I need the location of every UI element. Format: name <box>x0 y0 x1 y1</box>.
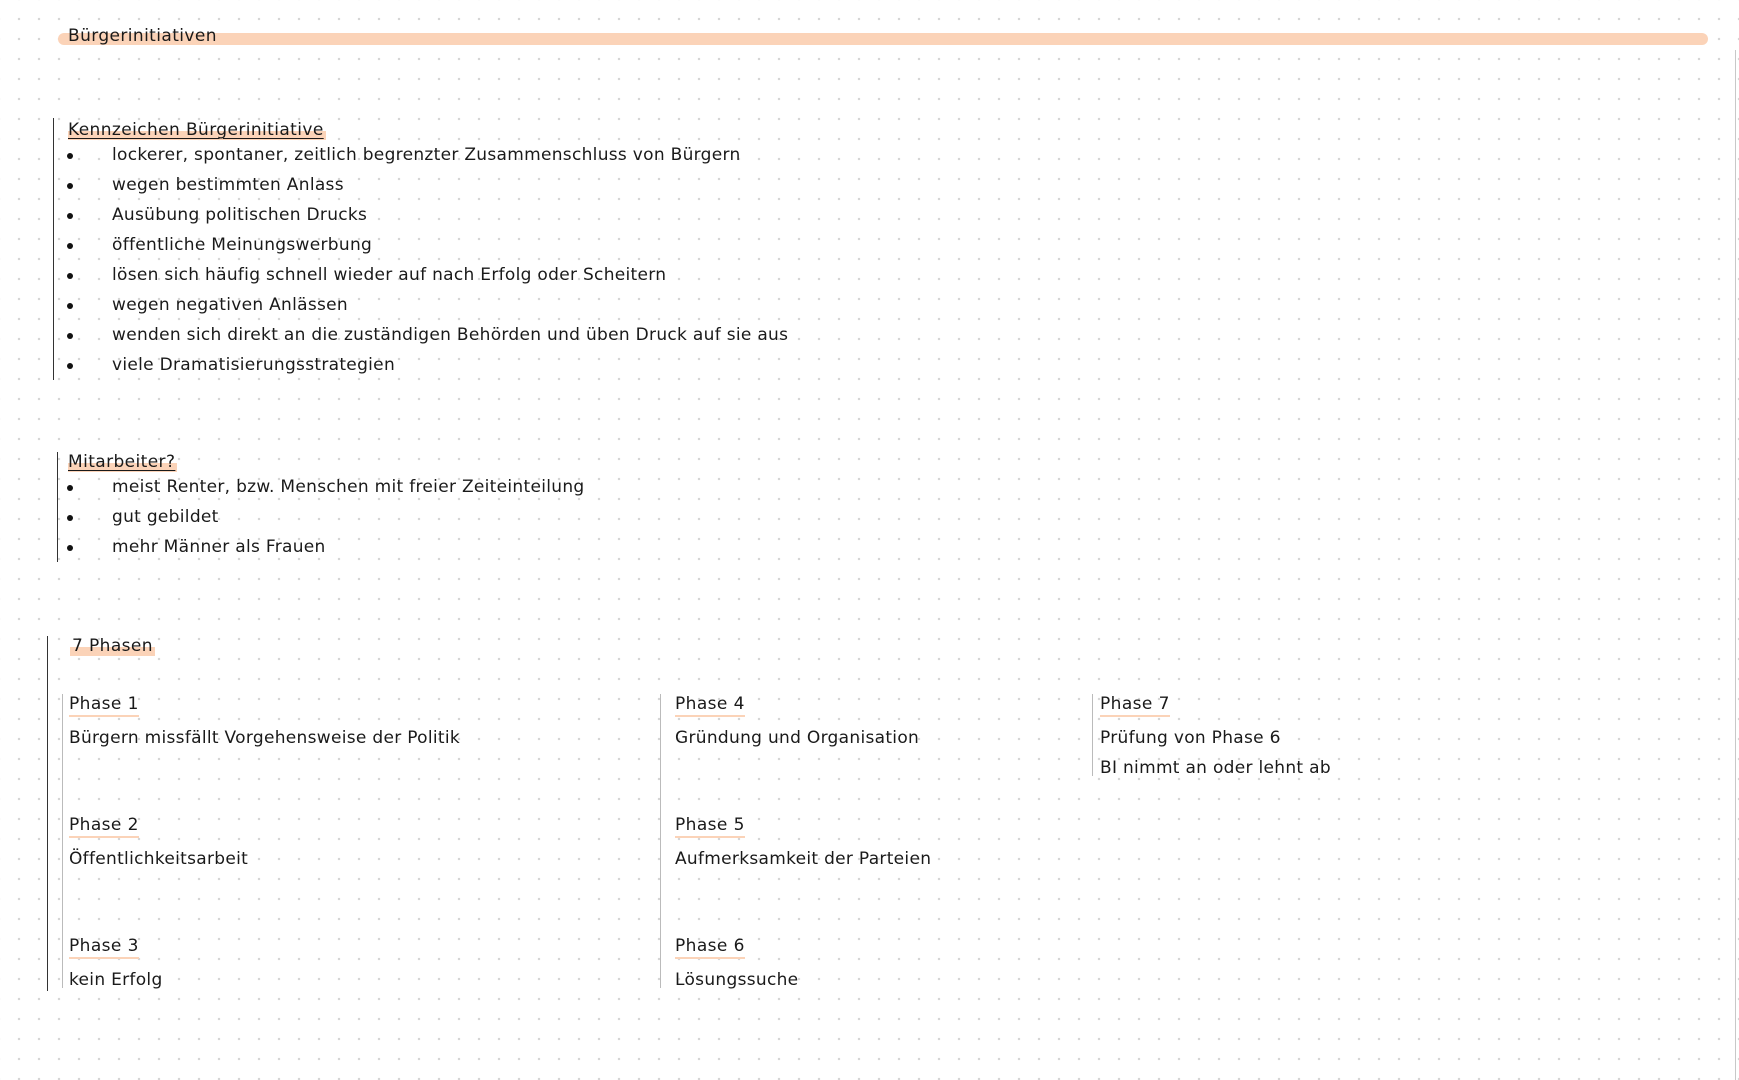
phase-text: Aufmerksamkeit der Parteien <box>675 849 932 869</box>
phasen-heading: 7 Phasen <box>72 636 153 656</box>
phase-text: Gründung und Organisation <box>675 728 920 748</box>
list-item: lösen sich häufig schnell wieder auf nach Erfolg oder Scheitern <box>68 260 848 290</box>
phase-2 <box>69 815 248 874</box>
phase-title: Phase 3 <box>69 936 139 959</box>
section-kennzeichen <box>53 118 848 380</box>
phase-3 <box>69 936 163 995</box>
mitarbeiter-list <box>68 472 688 562</box>
bullet-icon <box>67 303 73 309</box>
mitarbeiter-heading: Mitarbeiter? <box>68 452 176 472</box>
phase-title: Phase 5 <box>675 815 745 838</box>
list-item: öffentliche Meinungswerbung <box>68 230 848 260</box>
list-item: gut gebildet <box>68 502 688 532</box>
title-highlight <box>58 33 1708 45</box>
phase-text: kein Erfolg <box>69 970 163 990</box>
bullet-icon <box>67 243 73 249</box>
bullet-icon <box>67 485 73 491</box>
bullet-icon <box>67 363 73 369</box>
bullet-icon <box>67 333 73 339</box>
bullet-icon <box>67 273 73 279</box>
phase-1 <box>69 694 460 753</box>
phase-title: Phase 1 <box>69 694 139 717</box>
list-item: viele Dramatisierungsstrategien <box>68 350 848 380</box>
phase-6 <box>675 936 798 995</box>
bullet-icon <box>67 183 73 189</box>
list-item: mehr Männer als Frauen <box>68 532 688 562</box>
bullet-icon <box>67 153 73 159</box>
kennzeichen-list <box>68 140 848 380</box>
phase-text: Lösungssuche <box>675 970 799 990</box>
phase-7 <box>1100 694 1331 783</box>
phase-text: Prüfung von Phase 6 <box>1100 728 1281 748</box>
phase-title: Phase 7 <box>1100 694 1170 717</box>
phase-column-1 <box>62 694 461 990</box>
bullet-icon <box>67 515 73 521</box>
bullet-icon <box>67 213 73 219</box>
list-item: wegen bestimmten Anlass <box>68 170 848 200</box>
phase-5 <box>675 815 931 874</box>
list-item: Ausübung politischen Drucks <box>68 200 848 230</box>
phase-column-3 <box>1092 694 1331 778</box>
bullet-icon <box>67 545 73 551</box>
list-item: lockerer, spontaner, zeitlich begrenzter Zusammenschluss von Bürgern <box>68 140 848 170</box>
phase-text: Öffentlichkeitsarbeit <box>69 849 249 869</box>
phase-title: Phase 6 <box>675 936 745 959</box>
phase-title: Phase 4 <box>675 694 745 717</box>
phase-title: Phase 2 <box>69 815 139 838</box>
page-title: Bürgerinitiativen <box>68 26 217 46</box>
phase-4 <box>675 694 919 753</box>
section-mitarbeiter <box>57 452 688 562</box>
phase-text: BI nimmt an oder lehnt ab <box>1100 758 1331 778</box>
phase-column-2 <box>660 694 932 990</box>
list-item: meist Renter, bzw. Menschen mit freier Zeiteinteilung <box>68 472 688 502</box>
page-edge <box>1735 50 1736 1080</box>
list-item: wenden sich direkt an die zuständigen Behörden und üben Druck auf sie aus <box>68 320 848 350</box>
kennzeichen-heading: Kennzeichen Bürgerinitiative <box>68 120 324 140</box>
phase-text: Bürgern missfällt Vorgehensweise der Politik <box>69 728 461 748</box>
list-item: wegen negativen Anlässen <box>68 290 848 320</box>
